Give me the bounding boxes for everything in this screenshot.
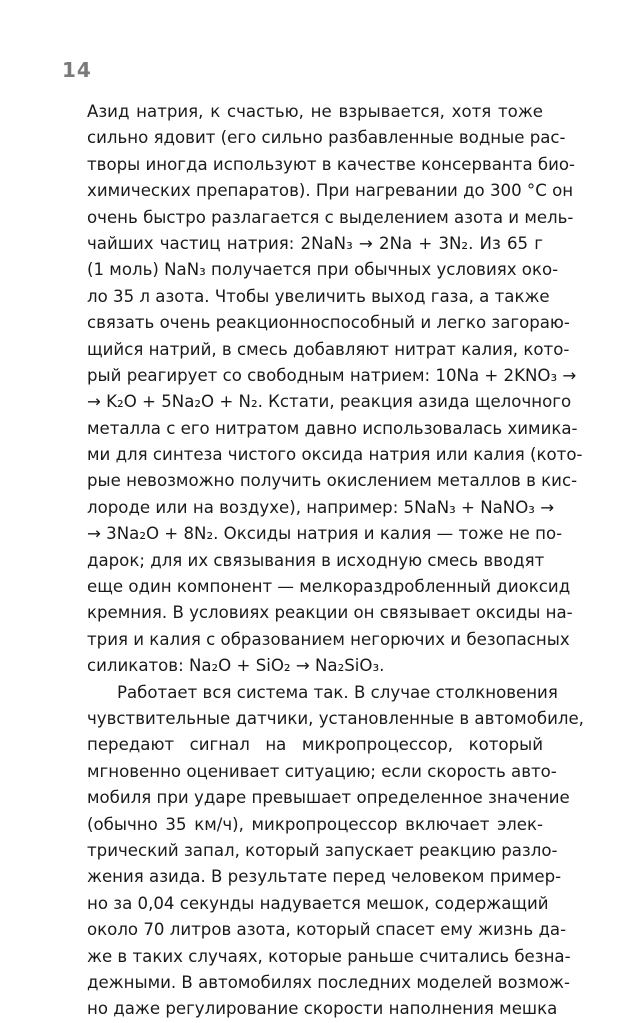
text-line: рый реагирует со свободным натрием: 10Na + 2KNO₃ →: [87, 365, 577, 385]
text-line: но даже регулирование скорости наполнения мешка: [87, 999, 558, 1019]
text-line: лороде или на воздухе), например: 5NaN₃ + NaNO₃ →: [87, 497, 555, 517]
text-line: творы иногда используют в качестве консерванта био-: [87, 154, 576, 174]
text-line: трия и калия с образованием негорючих и безопасных: [87, 629, 570, 649]
text-line: около 70 литров азота, который спасет ему жизнь да-: [87, 920, 567, 940]
text-line: химических препаратов). При нагревании до 300 °C он: [87, 181, 574, 201]
text-line: мобиля при ударе превышает определенное значение: [87, 788, 570, 808]
text-line: чайших частиц натрия: 2NaN₃ → 2Na + 3N₂. Из 65 г: [87, 233, 543, 253]
text-line: кремния. В условиях реакции он связывает оксиды на-: [87, 603, 573, 623]
text-line: (1 моль) NaN₃ получается при обычных условиях око-: [87, 260, 559, 280]
text-line: связать очень реакционноспособный и легко загораю-: [87, 313, 570, 333]
text-line: силикатов: Na₂O + SiO₂ → Na₂SiO₃.: [87, 656, 385, 676]
text-line: ми для синтеза чистого оксида натрия или калия (кото-: [87, 445, 583, 465]
text-line: рые невозможно получить окислением металлов в кис-: [87, 471, 578, 491]
text-line: дарок; для их связывания в исходную смесь вводят: [87, 550, 545, 570]
text-line: → K₂O + 5Na₂O + N₂. Кстати, реакция азида щелочного: [87, 392, 572, 412]
text-line: (обычно 35 км/ч), микропроцессор включает элек-: [87, 814, 543, 834]
text-line: сильно ядовит (его сильно разбавленные водные рас-: [87, 128, 566, 148]
text-line: очень быстро разлагается с выделением азота и мель-: [87, 207, 574, 227]
paragraph-start-line: Работает вся система так. В случае столкновения: [117, 682, 558, 702]
text-line: мгновенно оценивает ситуацию; если скорость авто-: [87, 761, 557, 781]
text-line: чувствительные датчики, установленные в автомобиле,: [87, 708, 584, 728]
text-line: металла с его нитратом давно использовалась химика-: [87, 418, 578, 438]
text-line: передают сигнал на микропроцессор, который: [87, 735, 543, 755]
text-line: ло 35 л азота. Чтобы увеличить выход газа, а также: [87, 286, 550, 306]
page-number: 14: [62, 58, 92, 82]
text-line: же в таких случаях, которые раньше считались безна-: [87, 946, 571, 966]
text-line: но за 0,04 секунды надувается мешок, содержащий: [87, 893, 549, 913]
text-line: жения азида. В результате перед человеком пример-: [87, 867, 562, 887]
text-line: дежными. В автомобилях последних моделей возмож-: [87, 972, 570, 992]
body-text: [87, 99, 584, 1023]
text-line: еще один компонент — мелкораздробленный диоксид: [87, 577, 571, 597]
text-line: → 3Na₂O + 8N₂. Оксиды натрия и калия — тоже не по-: [87, 524, 563, 544]
text-line: щийся натрий, в смесь добавляют нитрат калия, кото-: [87, 339, 570, 359]
text-line: трический запал, который запускает реакцию разло-: [87, 840, 558, 860]
text-line: Азид натрия, к счастью, не взрывается, хотя тоже: [87, 102, 543, 121]
